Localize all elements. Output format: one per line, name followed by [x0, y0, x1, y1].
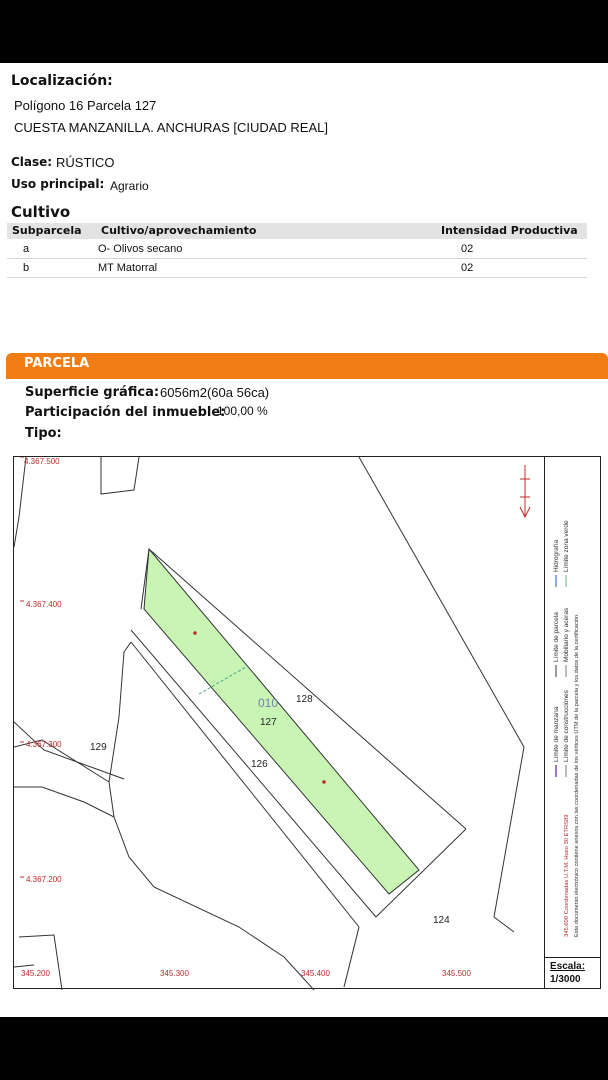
parcel-label-124: 124: [433, 915, 450, 926]
scale-label: Escala:: [550, 961, 586, 972]
row-intensidad: 02: [461, 243, 474, 255]
legend-hidrografia: Hidrografía: [553, 539, 560, 572]
row-subparcela: b: [23, 262, 30, 274]
parcela-section-rule: [6, 375, 608, 379]
vertex-marker: [193, 631, 197, 635]
boundary-line: [14, 965, 34, 967]
parcel-label-128: 128: [296, 694, 313, 705]
superficie-value: 6056m2(60a 56ca): [160, 385, 270, 400]
parcela-tab-label: PARCELA: [24, 356, 90, 371]
col-subparcela: Subparcela: [12, 224, 82, 237]
row-subparcela: a: [23, 243, 30, 255]
parcela-section-tab: [6, 353, 608, 375]
col-intensidad: Intensidad Productiva: [441, 224, 578, 237]
participacion-label: Participación del inmueble:: [25, 405, 226, 420]
map-drawing: [14, 457, 602, 990]
y-coord-label: 4.367.200: [26, 875, 62, 884]
legend-note: Este documento electrónico contiene anexos con las coordenadas de los vértices UTM de la parcela y los datos de la certificación.: [574, 613, 580, 937]
boundary-line: [109, 642, 314, 990]
legend-mobiliario: Mobiliario y aceras: [563, 607, 570, 662]
map-legend: [544, 457, 600, 957]
y-coords: [20, 457, 62, 884]
parcel-label-126: 126: [251, 759, 268, 770]
boundary-line: [14, 457, 26, 547]
x-coord-label: 345.300: [160, 969, 189, 978]
localizacion-line-1: Polígono 16 Parcela 127: [14, 98, 157, 113]
legend-drawing: [545, 457, 601, 957]
localizacion-heading: Localización:: [11, 73, 113, 89]
tipo-label: Tipo:: [25, 426, 62, 441]
north-arrow-icon: [520, 465, 530, 517]
scale-value: 1/3000: [550, 974, 581, 985]
bottom-black-bar: [0, 1017, 608, 1080]
y-coord-label: 4.367.500: [24, 457, 60, 466]
x-coord-label: 345.200: [21, 969, 50, 978]
x-coord-label: 345.400: [301, 969, 330, 978]
superficie-label: Superficie gráfica:: [25, 385, 160, 400]
cadastral-sheet: [0, 63, 608, 1017]
boundary-line: [14, 787, 114, 817]
legend-parcela: Límite de parcela: [553, 612, 560, 662]
row-cultivo: O- Olivos secano: [98, 243, 183, 255]
legend-coordinate-system: 345.600 Coordenadas U.T.M. Huso 30 ETRS89: [564, 814, 570, 937]
col-cultivo: Cultivo/aprovechamiento: [101, 224, 257, 237]
scale-box: [544, 957, 600, 988]
boundary-line: [494, 917, 514, 932]
parcel-label-129: 129: [90, 742, 107, 753]
row-intensidad: 02: [461, 262, 474, 274]
cadastral-map: [13, 456, 601, 989]
x-coords: [21, 969, 471, 978]
boundary-line: [494, 747, 524, 917]
boundary-line: [19, 935, 62, 990]
parcel-127-fill: [144, 549, 419, 894]
clase-value: RÚSTICO: [56, 155, 115, 170]
cultivo-table-header: [7, 223, 587, 239]
localizacion-line-2: CUESTA MANZANILLA. ANCHURAS [CIUDAD REAL]: [14, 120, 328, 135]
y-coord-label: 4.367.300: [26, 740, 62, 749]
parcel-label-010: 010: [258, 696, 279, 710]
table-row: [7, 260, 587, 278]
row-cultivo: MT Matorral: [98, 262, 158, 274]
legend-zona-verde: Límite zona verde: [563, 520, 570, 572]
clase-label: Clase:: [11, 155, 53, 169]
y-coord-label: 4.367.400: [26, 600, 62, 609]
boundary-line: [14, 722, 124, 779]
boundary-line: [359, 457, 524, 747]
legend-construcciones: Límite de construcciones: [563, 690, 570, 762]
parcel-label-127: 127: [260, 717, 277, 728]
participacion-value: 100,00 %: [217, 404, 268, 418]
vertex-marker: [322, 780, 326, 784]
uso-label: Uso principal:: [11, 177, 105, 191]
x-coord-label: 345.500: [442, 969, 471, 978]
top-black-bar: [0, 0, 608, 63]
boundary-line: [344, 927, 359, 987]
uso-value: Agrario: [110, 179, 149, 193]
table-row: [7, 241, 587, 259]
legend-manzana: Límite de manzana: [553, 706, 560, 762]
boundary-line: [101, 457, 139, 494]
cultivo-heading: Cultivo: [11, 203, 71, 221]
